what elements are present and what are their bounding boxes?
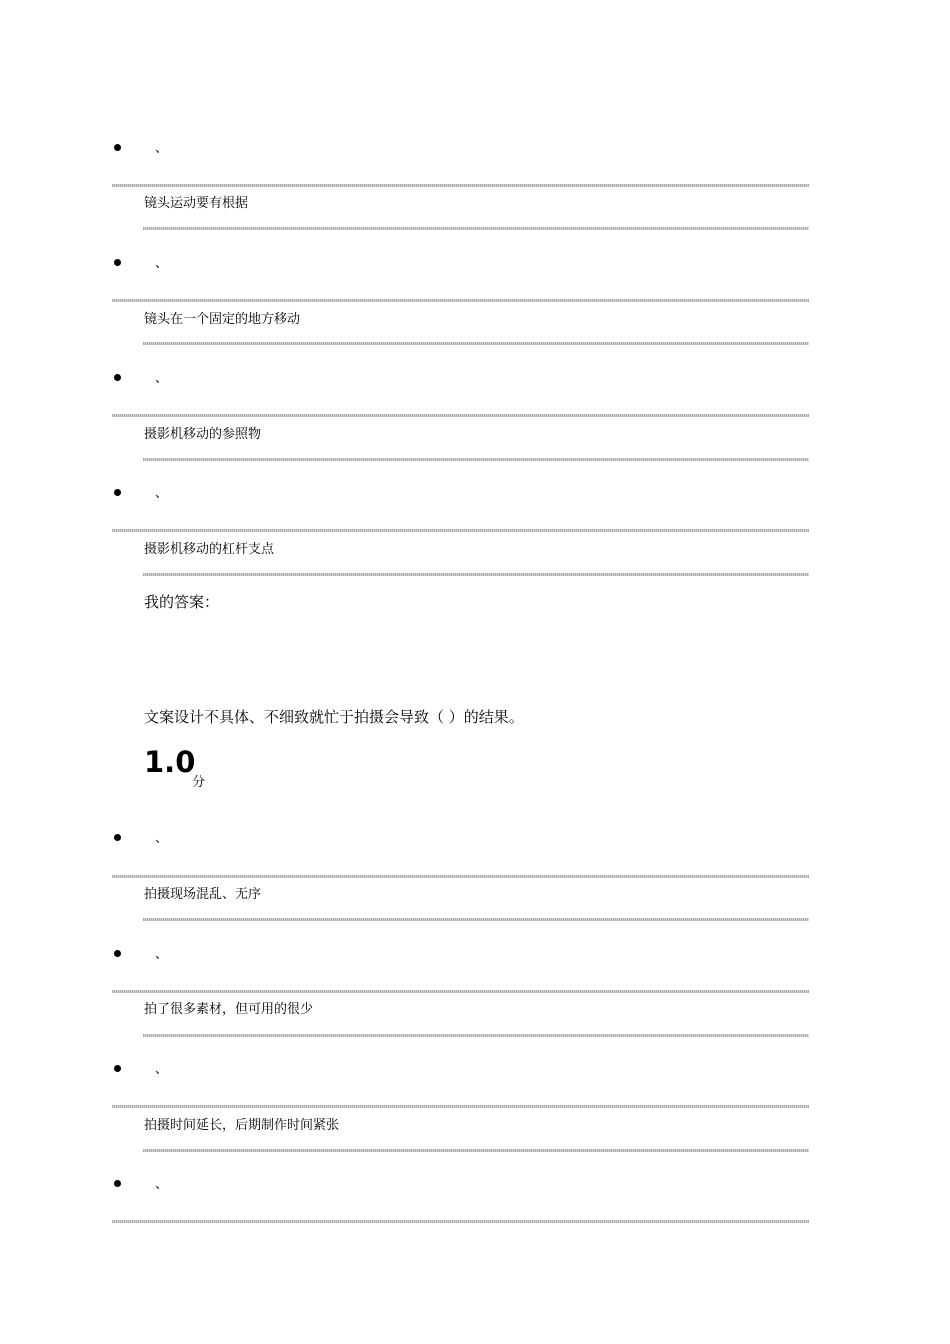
- bullet-icon: [114, 489, 121, 496]
- divider: [112, 875, 809, 878]
- score-value: 1.0: [144, 745, 196, 779]
- bullet-icon: [114, 950, 121, 957]
- bullet-icon: [114, 374, 121, 381]
- question-text: 文案设计不具体、不细致就忙于拍摄会导致（ ）的结果。: [144, 708, 524, 726]
- divider: [143, 1149, 809, 1152]
- divider: [143, 573, 809, 576]
- divider: [143, 1034, 809, 1037]
- divider: [143, 918, 809, 921]
- divider: [112, 414, 809, 417]
- option-separator: 、: [155, 256, 169, 271]
- option-separator: 、: [155, 371, 169, 386]
- divider: [112, 1220, 809, 1223]
- bullet-icon: [114, 1065, 121, 1072]
- option-separator: 、: [155, 831, 169, 846]
- divider: [112, 299, 809, 302]
- score-unit: 分: [192, 775, 206, 790]
- option-a[interactable]: 镜头运动要有根据: [144, 196, 249, 211]
- option-separator: 、: [155, 1177, 169, 1192]
- option-separator: 、: [155, 1062, 169, 1077]
- divider: [143, 342, 809, 345]
- divider: [143, 458, 809, 461]
- bullet-icon: [114, 144, 121, 151]
- option-b[interactable]: 拍了很多素材，但可用的很少: [144, 1002, 314, 1017]
- bullet-icon: [114, 259, 121, 266]
- divider: [112, 529, 809, 532]
- divider: [112, 990, 809, 993]
- option-c[interactable]: 拍摄时间延长，后期制作时间紧张: [144, 1118, 340, 1133]
- option-b[interactable]: 镜头在一个固定的地方移动: [144, 312, 301, 327]
- option-a[interactable]: 拍摄现场混乱、无序: [144, 887, 262, 902]
- bullet-icon: [114, 834, 121, 841]
- option-d[interactable]: 摄影机移动的杠杆支点: [144, 542, 275, 557]
- divider: [143, 227, 809, 230]
- option-separator: 、: [155, 141, 169, 156]
- divider: [112, 184, 809, 187]
- divider: [112, 1105, 809, 1108]
- option-c[interactable]: 摄影机移动的参照物: [144, 427, 262, 442]
- option-separator: 、: [155, 947, 169, 962]
- option-separator: 、: [155, 486, 169, 501]
- bullet-icon: [114, 1180, 121, 1187]
- my-answer-label: 我的答案：: [144, 593, 220, 611]
